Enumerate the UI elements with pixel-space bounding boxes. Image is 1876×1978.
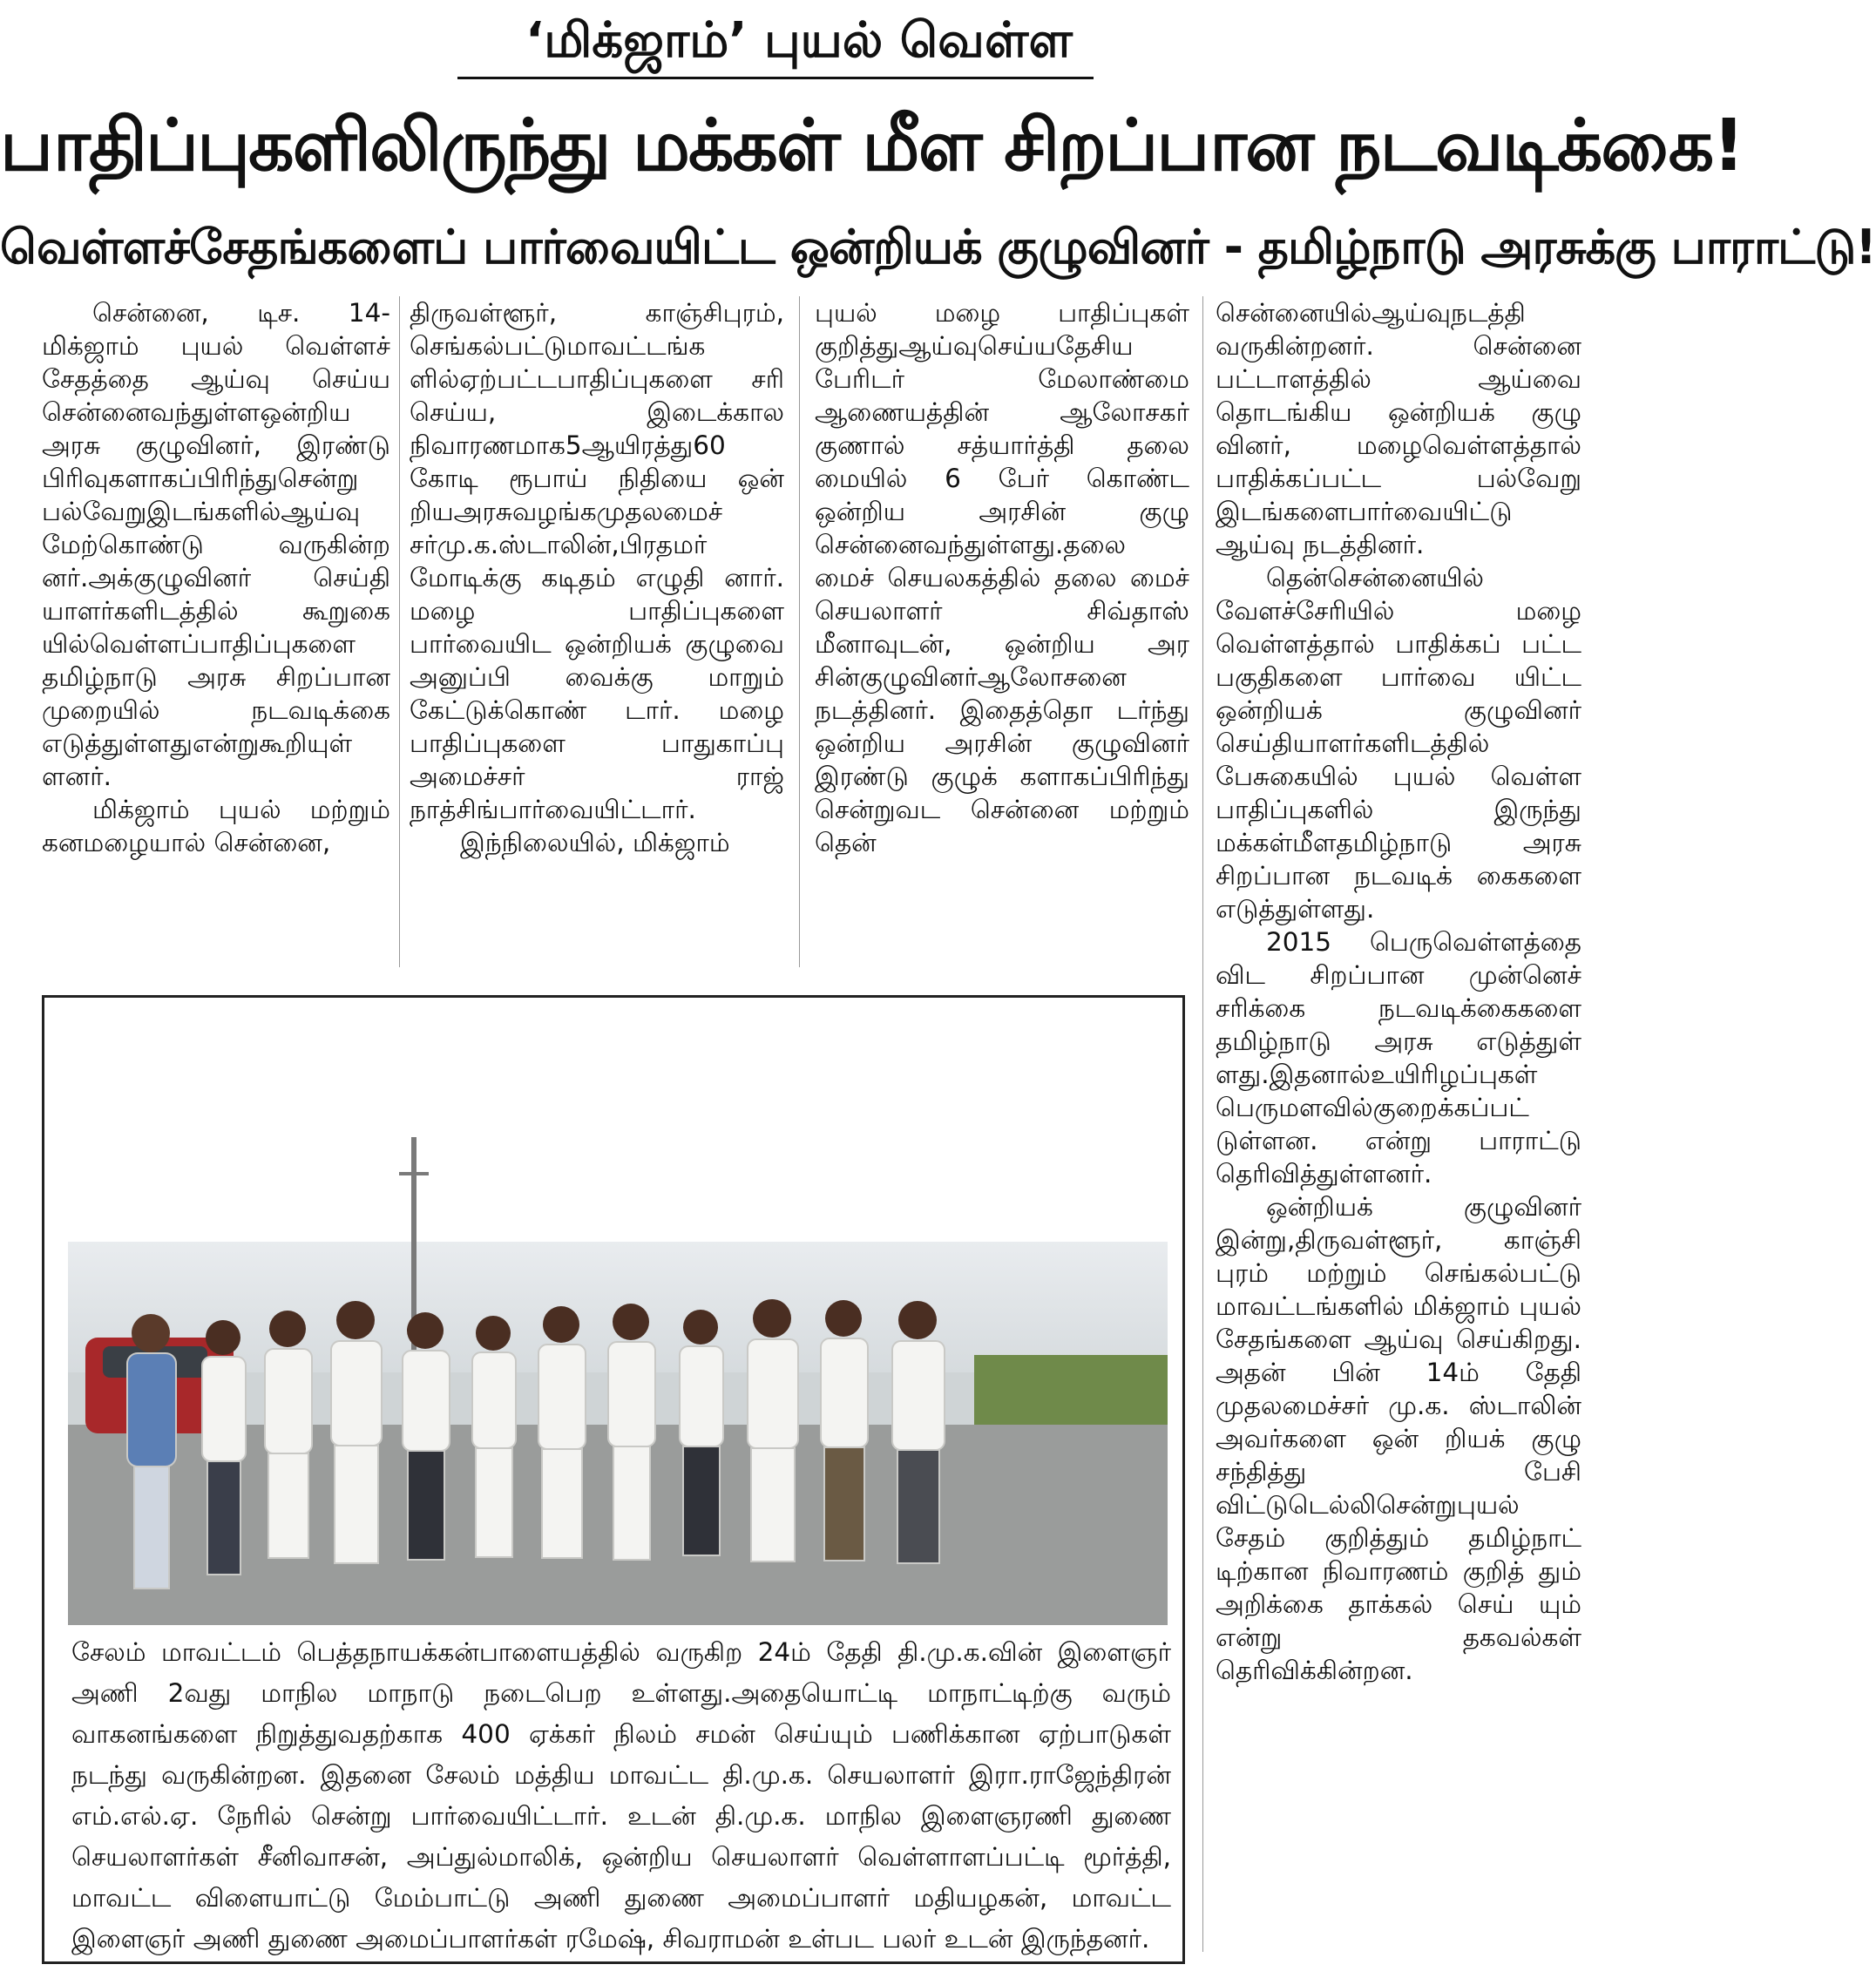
person: [748, 1299, 798, 1561]
person: [821, 1300, 868, 1561]
column-divider: [1202, 296, 1203, 1952]
news-photo: [68, 1137, 1168, 1625]
article-subheadline: வெள்ளச்சேதங்களைப் பார்வையிட்ட ஒன்றியக் குழுவினர் - தமிழ்நாடு அரசுக்கு பாராட்டு!: [0, 220, 1876, 274]
body-column-4: [1216, 296, 1581, 1687]
person: [680, 1310, 723, 1555]
person: [538, 1306, 586, 1558]
paragraph: திருவள்ளூர், காஞ்சிபுரம், செங்கல்பட்டுமாவட்டங்க ளில்ஏற்பட்டபாதிப்புகளை சரி செய்ய, இடைக்கால நிவாரணமாக5ஆயிரத்து60 கோடி ரூபாய் நிதியை ஒன் றியஅரசுவழங்கமுதலமைச் சர்மு.க.ஸ்டாலின்,பிரதமர் மோடிக்கு கடிதம் எழுதி னார். மழை பாதிப்புகளை பார்வையிட ஒன்றியக் குழுவை அனுப்பி வைக்கு மாறும் கேட்டுக்கொண் டார். மழை பாதிப்புகளை பாதுகாப்பு அமைச்சர் ராஜ் நாத்சிங்பார்வையிட்டார்.: [410, 298, 784, 824]
paragraph: இந்நிலையில், மிக்ஜாம்: [460, 828, 730, 857]
person: [472, 1316, 516, 1557]
paragraph: தென்சென்னையில் வேளச்சேரியில் மழை வெள்ளத்தால் பாதிக்கப் பட்ட பகுதிகளை பார்வை யிட்ட ஒன்றியக் குழுவினர் செய்தியாளர்களிடத்தில் பேசுகையில் புயல் வெள்ள பாதிப்புகளில் இருந்து மக்கள்மீளதமிழ்நாடு அரசு சிறப்பான நடவடிக் கைகளை எடுத்துள்ளது.: [1216, 563, 1581, 924]
body-column-1: [42, 296, 390, 859]
article-headline: பாதிப்புகளிலிருந்து மக்கள் மீள சிறப்பான நடவடிக்கை!: [0, 105, 1744, 187]
paragraph: 2015 பெருவெள்ளத்தை விட சிறப்பான முன்னெச் சரிக்கை நடவடிக்கைகளை தமிழ்நாடு அரசு எடுத்துள் ளது.இதனால்உயிரிழப்புகள் பெருமளவில்குறைக்கப்பட் டுள்ளன. என்று பாராட்டு தெரிவித்துள்ளனர்.: [1216, 927, 1581, 1189]
person: [202, 1320, 246, 1575]
person: [331, 1301, 382, 1563]
column-divider: [799, 296, 800, 967]
body-column-2: [410, 296, 784, 859]
column-divider: [399, 296, 400, 967]
paragraph: ஒன்றியக் குழுவினர் இன்று,திருவள்ளூர், காஞ்சி புரம் மற்றும் செங்கல்பட்டு மாவட்டங்களில் மிக்ஜாம் புயல் சேதங்களை ஆய்வு செய்கிறது. அதன் பின் 14ம் தேதி முதலமைச்சர் மு.க. ஸ்டாலின் அவர்களை ஒன் றியக் குழு சந்தித்து பேசி விட்டுடெல்லிசென்றுபுயல் சேதம் குறித்தும் தமிழ்நாட் டிற்கான நிவாரணம் குறித் தும் அறிக்கை தாக்கல் செய் யும் என்று தகவல்கள் தெரிவிக்கின்றன.: [1216, 1192, 1581, 1685]
kicker-underline: [457, 77, 1094, 79]
article-kicker: ‘மிக்ஜாம்’ புயல் வெள்ள: [525, 12, 1073, 69]
person: [608, 1304, 655, 1560]
paragraph: புயல் மழை பாதிப்புகள் குறித்துஆய்வுசெய்யதேசிய பேரிடர் மேலாண்மை ஆணையத்தின் ஆலோசகர் குணால் சத்யார்த்தி தலை மையில் 6 பேர் கொண்ட ஒன்றிய அரசின் குழு சென்னைவந்துள்ளது.தலை மைச் செயலகத்தில் தலை மைச் செயலாளர் சிவ்தாஸ் மீனாவுடன், ஒன்றிய அர சின்குழுவினர்ஆலோசனை நடத்தினர். இதைத்தொ டர்ந்து ஒன்றிய அரசின் குழுவினர் இரண்டு குழுக் களாகப்பிரிந்து சென்றுவட சென்னை மற்றும் தென்: [815, 298, 1189, 857]
person: [127, 1314, 176, 1588]
body-column-3: [815, 296, 1189, 859]
person: [892, 1301, 945, 1563]
photo-caption: சேலம் மாவட்டம் பெத்தநாயக்கன்பாளையத்தில் வருகிற 24ம் தேதி தி.மு.க.வின் இளைஞர் அணி 2வது மாநில மாநாடு நடைபெற உள்ளது.அதையொட்டி மாநாட்டிற்கு வரும் வாகனங்களை நிறுத்துவதற்காக 400 ஏக்கர் நிலம் சமன் செய்யும் பணிக்கான ஏற்பாடுகள் நடந்து வருகின்றன. இதனை சேலம் மத்திய மாவட்ட தி.மு.க. செயலாளர் இரா.ராஜேந்திரன் எம்.எல்.ஏ. நேரில் சென்று பார்வையிட்டார். உடன் தி.மு.க. மாநில இளைஞரணி துணை செயலாளர்கள் சீனிவாசன், அப்துல்மாலிக், ஒன்றிய செயலாளர் வெள்ளாளப்பட்டி மூர்த்தி, மாவட்ட விளையாட்டு மேம்பாட்டு அணி துணை அமைப்பாளர் மதியழகன், மாவட்ட இளைஞர் அணி துணை அமைப்பாளர்கள் ரமேஷ், சிவராமன் உள்பட பலர் உடன் இருந்தனர்.: [71, 1637, 1171, 1954]
paragraph: சென்னை, டிச. 14- மிக்ஜாம் புயல் வெள்ளச் சேதத்தை ஆய்வு செய்ய சென்னைவந்துள்ளஒன்றிய அரசு குழுவினர், இரண்டு பிரிவுகளாகப்பிரிந்துசென்று பல்வேறுஇடங்களில்ஆய்வு மேற்கொண்டு வருகின்ற னர்.அக்குழுவினர் செய்தி யாளர்களிடத்தில் கூறுகை யில்வெள்ளப்பாதிப்புகளை தமிழ்நாடு அரசு சிறப்பான முறையில் நடவடிக்கை எடுத்துள்ளதுஎன்றுகூறியுள் ளனர்.: [42, 298, 390, 791]
paragraph: மிக்ஜாம் புயல் மற்றும் கனமழையால் சென்னை,: [42, 795, 390, 857]
paragraph: சென்னையில்ஆய்வுநடத்தி வருகின்றனர். சென்னை பட்டாளத்தில் ஆய்வை தொடங்கிய ஒன்றியக் குழு வினர், மழைவெள்ளத்தால் பாதிக்கப்பட்ட பல்வேறு இடங்களைபார்வையிட்டு ஆய்வு நடத்தினர்.: [1216, 298, 1581, 559]
